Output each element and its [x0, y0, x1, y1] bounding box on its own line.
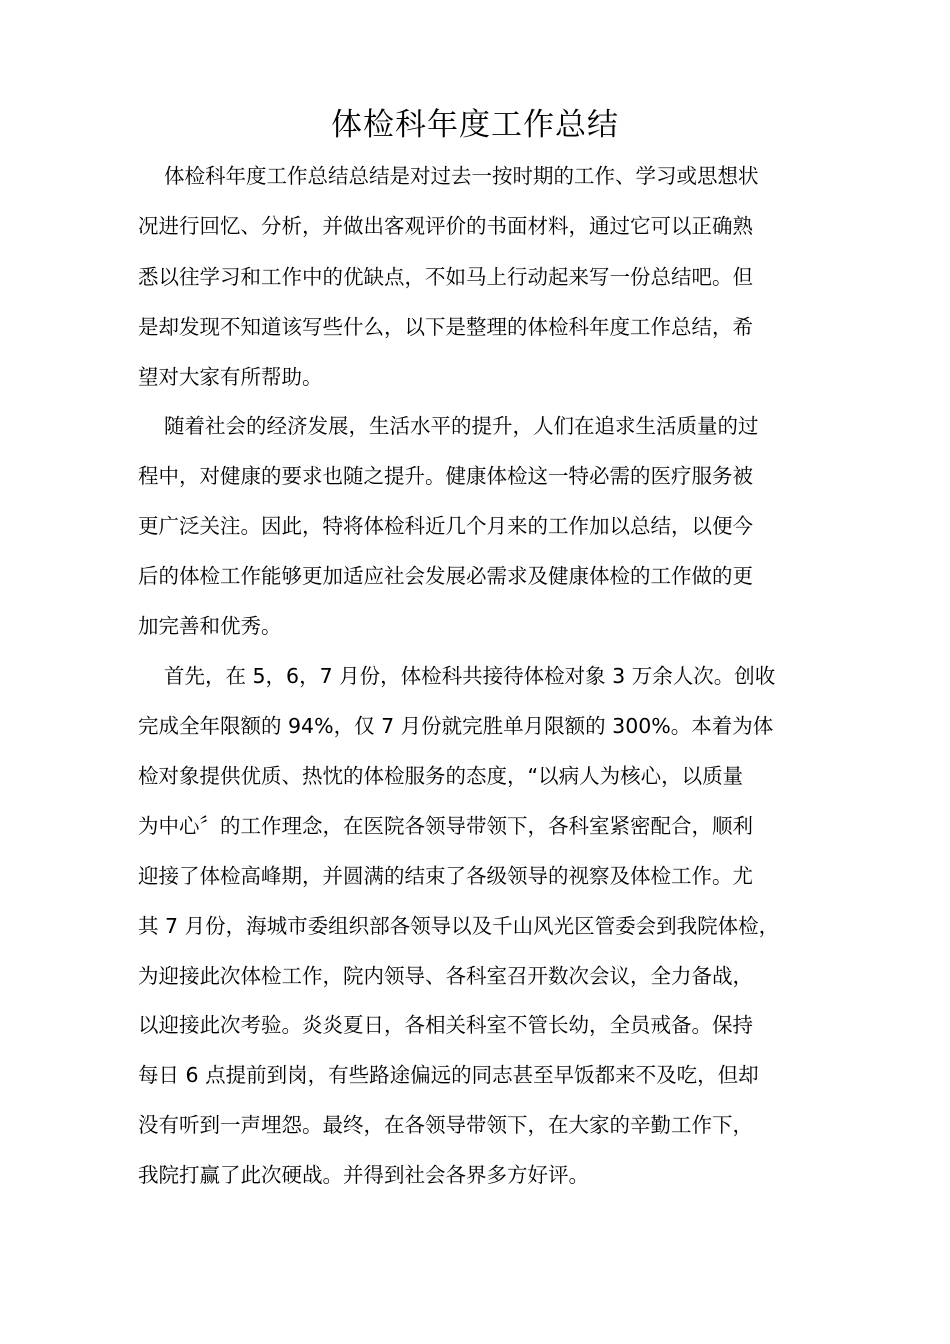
paragraph-1-line-3: 悉以往学习和工作中的优缺点，不如马上行动起来写一份总结吧。但 — [138, 265, 753, 289]
paragraph-3-line-2: 完成全年限额的 94%，仅 7 月份就完胜单月限额的 300%。本着为体 — [138, 714, 774, 738]
paragraph-3-line-8: 以迎接此次考验。炎炎夏日，各相关科室不管长幼，全员戒备。保持 — [138, 1013, 753, 1037]
paragraph-3-line-10: 没有听到一声埋怨。最终，在各领导带领下，在大家的辛勤工作下， — [138, 1113, 753, 1137]
paragraph-3-line-1: 首先，在 5，6，7 月份，体检科共接待体检对象 3 万余人次。创收 — [164, 664, 776, 688]
paragraph-3-line-6: 其 7 月份，海城市委组织部各领导以及千山风光区管委会到我院体检， — [138, 914, 780, 938]
paragraph-1-line-1: 体检科年度工作总结总结是对过去一按时期的工作、学习或思想状 — [164, 164, 759, 188]
paragraph-3-line-5: 迎接了体检高峰期，并圆满的结束了各级领导的视察及体检工作。尤 — [138, 864, 753, 888]
paragraph-2-line-2: 程中，对健康的要求也随之提升。健康体检这一特必需的医疗服务被 — [138, 464, 753, 488]
paragraph-2-line-4: 后的体检工作能够更加适应社会发展必需求及健康体检的工作做的更 — [138, 564, 753, 588]
paragraph-3-line-4: 为中心〞的工作理念，在医院各领导带领下，各科室紧密配合，顺利 — [138, 814, 753, 838]
paragraph-1-line-5: 望对大家有所帮助。 — [138, 365, 323, 389]
paragraph-2-line-3: 更广泛关注。因此，特将体检科近几个月来的工作加以总结，以便今 — [138, 514, 753, 538]
paragraph-3-line-11: 我院打赢了此次硬战。并得到社会各界多方好评。 — [138, 1163, 589, 1187]
paragraph-3-line-3: 检对象提供优质、热忱的体检服务的态度，“以病人为核心，以质量 — [138, 764, 744, 788]
paragraph-1-line-2: 况进行回忆、分析，并做出客观评价的书面材料，通过它可以正确熟 — [138, 214, 753, 238]
paragraph-3-line-7: 为迎接此次体检工作，院内领导、各科室召开数次会议，全力备战， — [138, 964, 753, 988]
paragraph-1-line-4: 是却发现不知道该写些什么，以下是整理的体检科年度工作总结，希 — [138, 315, 753, 339]
document-title: 体检科年度工作总结 — [331, 107, 619, 143]
paragraph-2-line-1: 随着社会的经济发展，生活水平的提升，人们在追求生活质量的过 — [164, 414, 759, 438]
paragraph-3-line-9: 每日 6 点提前到岗，有些路途偏远的同志甚至早饭都来不及吃，但却 — [138, 1063, 759, 1087]
paragraph-2-line-5: 加完善和优秀。 — [138, 614, 282, 638]
